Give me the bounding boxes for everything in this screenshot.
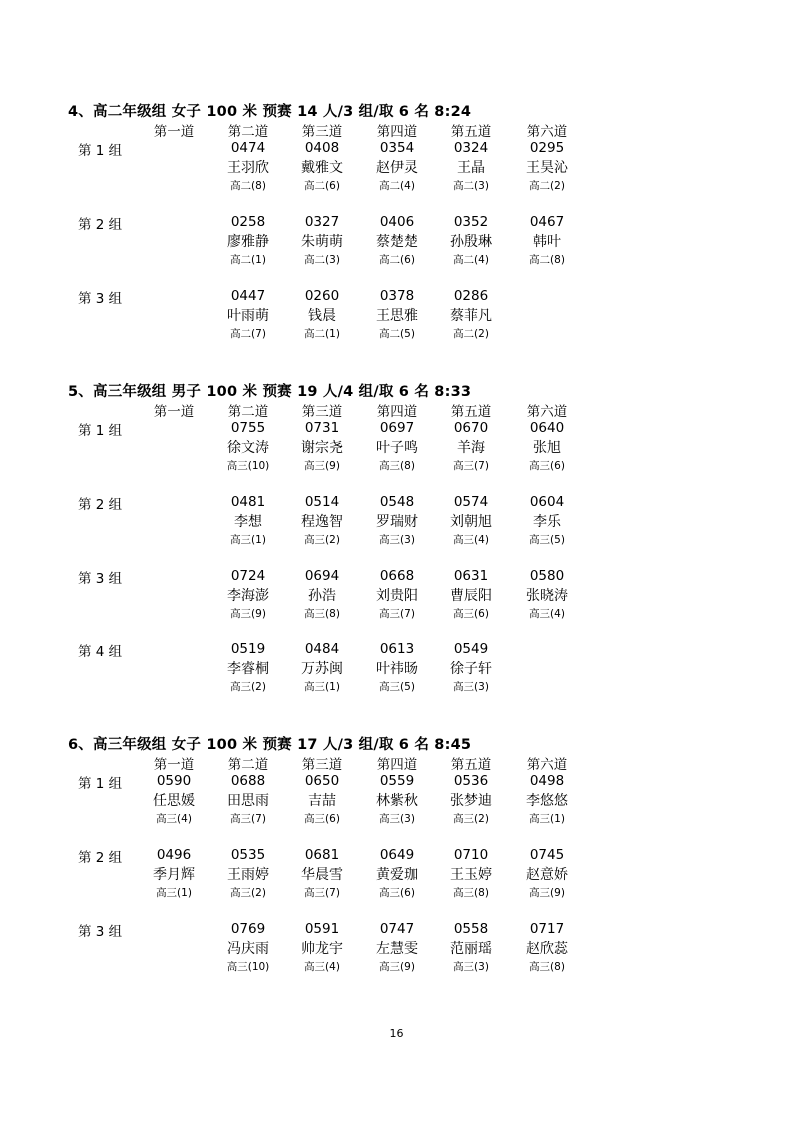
athlete-entry [211,846,285,901]
athlete-number: 0681 [304,847,340,863]
athlete-name: 李悠悠 [526,793,568,809]
athlete-number: 0694 [304,568,340,584]
athlete-entry [360,846,434,901]
athlete-class: 高三(9) [379,961,415,973]
athlete-class: 高三(1) [230,534,266,546]
athlete-number: 0631 [453,568,489,584]
athlete-number: 0467 [529,214,565,230]
athlete-class: 高三(1) [156,887,192,899]
heat-group [0,493,793,559]
athlete-class: 高三(4) [304,961,340,973]
athlete-class: 高三(7) [230,813,266,825]
athlete-name: 张梦迪 [450,793,492,809]
group-label: 第 4 组 [78,644,123,660]
athlete-entry [434,419,508,474]
athlete-entry [285,419,359,474]
athlete-entry [434,920,508,975]
athlete-number: 0559 [379,773,415,789]
athlete-name: 李睿桐 [227,661,269,677]
athlete-class: 高三(1) [304,681,340,693]
athlete-number: 0327 [304,214,340,230]
group-label: 第 3 组 [78,571,123,587]
athlete-name: 罗瑞财 [376,514,418,530]
athlete-name: 王玉婷 [450,867,492,883]
athlete-entry [285,493,359,548]
athlete-name: 廖雅静 [227,234,269,250]
athlete-class: 高三(5) [379,681,415,693]
athlete-entry [211,493,285,548]
athlete-class: 高三(7) [304,887,340,899]
athlete-entry [211,920,285,975]
athlete-class: 高三(4) [453,534,489,546]
athlete-name: 刘朝旭 [450,514,492,530]
athlete-number: 0613 [379,641,415,657]
lane-label: 第二道 [227,757,269,773]
group-label: 第 1 组 [78,423,123,439]
heat-group [0,772,793,838]
athlete-entry [510,567,584,622]
athlete-entry [211,567,285,622]
lane-label: 第六道 [526,404,568,420]
athlete-entry [360,640,434,695]
athlete-entry [434,567,508,622]
athlete-entry [434,846,508,901]
event-title: 4、高二年级组 女子 100 米 预赛 14 人/3 组/取 6 名 8:24 [68,104,472,120]
lane-label: 第一道 [153,404,195,420]
athlete-name: 叶雨萌 [227,308,269,324]
athlete-name: 钱晨 [308,308,336,324]
lane-label: 第五道 [450,404,492,420]
athlete-entry [360,493,434,548]
athlete-class: 高二(6) [304,180,340,192]
athlete-class: 高三(3) [453,961,489,973]
athlete-class: 高三(8) [453,887,489,899]
athlete-entry [285,213,359,268]
athlete-name: 刘贵阳 [376,588,418,604]
athlete-name: 曹辰阳 [450,588,492,604]
athlete-entry [510,920,584,975]
athlete-entry [434,139,508,194]
athlete-number: 0710 [453,847,489,863]
athlete-name: 韩叶 [533,234,561,250]
athlete-class: 高二(4) [453,254,489,266]
athlete-name: 徐文涛 [227,440,269,456]
athlete-class: 高二(3) [453,180,489,192]
athlete-entry [211,772,285,827]
athlete-class: 高三(5) [529,534,565,546]
athlete-name: 孙殷琳 [450,234,492,250]
athlete-entry [434,287,508,342]
athlete-number: 0549 [453,641,489,657]
athlete-class: 高三(8) [529,961,565,973]
athlete-number: 0535 [230,847,266,863]
heat-group [0,640,793,706]
athlete-entry [434,640,508,695]
athlete-number: 0650 [304,773,340,789]
athlete-class: 高三(6) [529,460,565,472]
athlete-number: 0649 [379,847,415,863]
heat-group [0,287,793,353]
athlete-number: 0286 [453,288,489,304]
athlete-class: 高三(8) [379,460,415,472]
athlete-number: 0604 [529,494,565,510]
athlete-number: 0731 [304,420,340,436]
athlete-class: 高二(1) [230,254,266,266]
athlete-number: 0558 [453,921,489,937]
athlete-number: 0447 [230,288,266,304]
athlete-name: 徐子轩 [450,661,492,677]
athlete-name: 范丽瑶 [450,941,492,957]
athlete-class: 高三(6) [453,608,489,620]
athlete-class: 高二(2) [529,180,565,192]
athlete-number: 0769 [230,921,266,937]
heat-group [0,920,793,986]
lane-label: 第六道 [526,757,568,773]
lane-header-row [0,400,793,418]
athlete-name: 孙浩 [308,588,336,604]
athlete-entry [510,493,584,548]
athlete-entry [510,139,584,194]
athlete-class: 高三(10) [226,961,270,973]
athlete-name: 叶祎旸 [376,661,418,677]
page-number: 16 [389,1027,404,1040]
athlete-name: 王晶 [457,160,485,176]
athlete-class: 高三(8) [304,608,340,620]
athlete-name: 张旭 [533,440,561,456]
athlete-entry [360,920,434,975]
athlete-class: 高三(2) [230,681,266,693]
athlete-class: 高三(2) [230,887,266,899]
athlete-number: 0258 [230,214,266,230]
athlete-number: 0745 [529,847,565,863]
athlete-name: 戴雅文 [301,160,343,176]
heat-group [0,846,793,912]
lane-label: 第四道 [376,404,418,420]
athlete-entry [510,772,584,827]
athlete-entry [434,772,508,827]
athlete-class: 高三(6) [304,813,340,825]
athlete-entry [360,567,434,622]
athlete-class: 高二(7) [230,328,266,340]
athlete-entry [285,567,359,622]
athlete-number: 0354 [379,140,415,156]
athlete-number: 0519 [230,641,266,657]
athlete-number: 0484 [304,641,340,657]
athlete-entry [211,139,285,194]
athlete-name: 李海澎 [227,588,269,604]
athlete-class: 高三(7) [453,460,489,472]
group-label: 第 2 组 [78,217,123,233]
athlete-class: 高二(2) [453,328,489,340]
athlete-name: 王昊沁 [526,160,568,176]
athlete-number: 0295 [529,140,565,156]
athlete-class: 高二(1) [304,328,340,340]
group-label: 第 2 组 [78,850,123,866]
athlete-class: 高二(3) [304,254,340,266]
athlete-number: 0640 [529,420,565,436]
athlete-name: 程逸智 [301,514,343,530]
athlete-class: 高三(3) [453,681,489,693]
athlete-entry [137,772,211,827]
athlete-number: 0747 [379,921,415,937]
athlete-entry [285,640,359,695]
lane-label: 第三道 [301,124,343,140]
lane-label: 第三道 [301,404,343,420]
lane-label: 第六道 [526,124,568,140]
heat-group [0,419,793,485]
athlete-name: 李想 [234,514,262,530]
athlete-name: 万苏闽 [301,661,343,677]
athlete-class: 高三(4) [529,608,565,620]
athlete-entry [285,139,359,194]
athlete-name: 羊海 [457,440,485,456]
athlete-name: 王思雅 [376,308,418,324]
athlete-name: 林紫秋 [376,793,418,809]
event-title: 6、高三年级组 女子 100 米 预赛 17 人/3 组/取 6 名 8:45 [68,737,472,753]
athlete-number: 0670 [453,420,489,436]
athlete-entry [510,213,584,268]
athlete-number: 0496 [156,847,192,863]
athlete-number: 0688 [230,773,266,789]
athlete-class: 高三(2) [304,534,340,546]
athlete-number: 0697 [379,420,415,436]
athlete-number: 0474 [230,140,266,156]
athlete-number: 0406 [379,214,415,230]
athlete-entry [360,213,434,268]
athlete-number: 0481 [230,494,266,510]
lane-label: 第一道 [153,757,195,773]
athlete-entry [510,846,584,901]
athlete-name: 华晨雪 [301,867,343,883]
athlete-number: 0591 [304,921,340,937]
athlete-entry [137,846,211,901]
athlete-class: 高三(2) [453,813,489,825]
athlete-number: 0755 [230,420,266,436]
athlete-name: 季月辉 [153,867,195,883]
group-label: 第 3 组 [78,291,123,307]
athlete-name: 王羽欣 [227,160,269,176]
athlete-name: 谢宗尧 [301,440,343,456]
athlete-name: 赵欣蕊 [526,941,568,957]
athlete-entry [285,846,359,901]
athlete-name: 叶子鸣 [376,440,418,456]
athlete-name: 左慧雯 [376,941,418,957]
athlete-number: 0536 [453,773,489,789]
athlete-class: 高三(9) [230,608,266,620]
athlete-name: 帅龙宇 [301,941,343,957]
athlete-entry [434,213,508,268]
lane-label: 第五道 [450,757,492,773]
athlete-number: 0408 [304,140,340,156]
athlete-number: 0378 [379,288,415,304]
athlete-class: 高三(9) [529,887,565,899]
athlete-number: 0514 [304,494,340,510]
athlete-entry [360,287,434,342]
athlete-class: 高二(5) [379,328,415,340]
athlete-name: 赵意娇 [526,867,568,883]
lane-label: 第五道 [450,124,492,140]
athlete-entry [285,772,359,827]
lane-label: 第二道 [227,124,269,140]
athlete-name: 田思雨 [227,793,269,809]
lane-label: 第一道 [153,124,195,140]
athlete-number: 0548 [379,494,415,510]
athlete-number: 0324 [453,140,489,156]
athlete-entry [211,213,285,268]
athlete-number: 0260 [304,288,340,304]
athlete-entry [360,772,434,827]
athlete-class: 高三(1) [529,813,565,825]
athlete-name: 朱萌萌 [301,234,343,250]
athlete-name: 任思媛 [153,793,195,809]
athlete-class: 高三(3) [379,534,415,546]
event-title: 5、高三年级组 男子 100 米 预赛 19 人/4 组/取 6 名 8:33 [68,384,472,400]
athlete-name: 蔡楚楚 [376,234,418,250]
lane-label: 第二道 [227,404,269,420]
athlete-class: 高二(8) [230,180,266,192]
heat-group [0,139,793,205]
athlete-name: 赵伊灵 [376,160,418,176]
athlete-number: 0498 [529,773,565,789]
athlete-entry [360,139,434,194]
athlete-entry [510,419,584,474]
athlete-name: 蔡菲凡 [450,308,492,324]
athlete-entry [211,640,285,695]
athlete-name: 吉喆 [308,793,336,809]
athlete-number: 0590 [156,773,192,789]
athlete-class: 高三(9) [304,460,340,472]
heat-group [0,567,793,633]
lane-header-row [0,753,793,771]
athlete-class: 高三(10) [226,460,270,472]
athlete-entry [285,287,359,342]
athlete-entry [285,920,359,975]
lane-label: 第四道 [376,124,418,140]
group-label: 第 1 组 [78,143,123,159]
athlete-entry [360,419,434,474]
athlete-class: 高二(8) [529,254,565,266]
athlete-class: 高二(6) [379,254,415,266]
athlete-number: 0580 [529,568,565,584]
athlete-class: 高二(4) [379,180,415,192]
athlete-number: 0668 [379,568,415,584]
athlete-class: 高三(3) [379,813,415,825]
athlete-number: 0717 [529,921,565,937]
athlete-name: 张晓涛 [526,588,568,604]
athlete-number: 0352 [453,214,489,230]
lane-label: 第四道 [376,757,418,773]
athlete-name: 黄爱珈 [376,867,418,883]
athlete-entry [211,287,285,342]
lane-label: 第三道 [301,757,343,773]
athlete-number: 0724 [230,568,266,584]
athlete-name: 冯庆雨 [227,941,269,957]
lane-header-row [0,120,793,138]
group-label: 第 1 组 [78,776,123,792]
athlete-entry [434,493,508,548]
athlete-entry [211,419,285,474]
athlete-class: 高三(6) [379,887,415,899]
group-label: 第 2 组 [78,497,123,513]
athlete-name: 王雨婷 [227,867,269,883]
athlete-class: 高三(7) [379,608,415,620]
athlete-class: 高三(4) [156,813,192,825]
heat-group [0,213,793,279]
athlete-number: 0574 [453,494,489,510]
group-label: 第 3 组 [78,924,123,940]
athlete-name: 李乐 [533,514,561,530]
